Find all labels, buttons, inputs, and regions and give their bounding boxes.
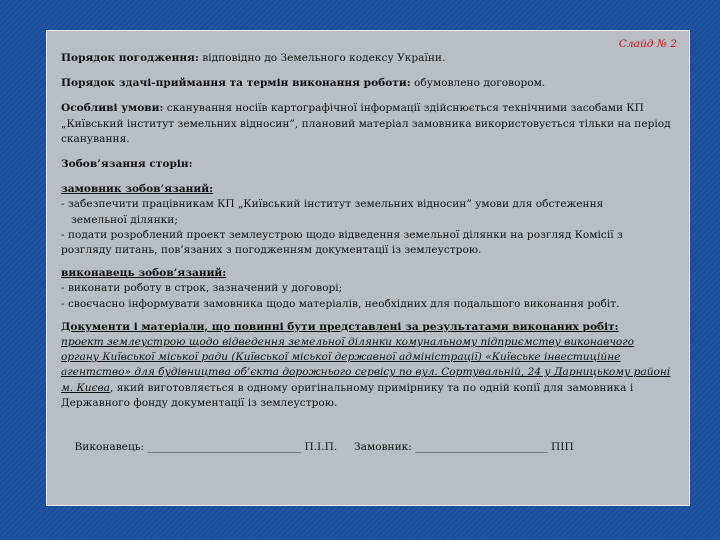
- document-panel: [46, 30, 690, 506]
- customer-signature-label: Замовник:: [337, 441, 416, 454]
- contractor-signature-line: _____________________________: [147, 441, 302, 454]
- conditions-text: сканування носіїв картографічної інформації здійснюється технічними засобами КП „Київський інститут земельних відносин”, плановий матеріал замовника використовується тільки на період сканування.: [61, 102, 671, 145]
- customer-item-2: - подати розроблений проект землеустрою щодо відведення земельної ділянки на розгляд Комісії з розгляду питань, пов’язаних з погодженням документації із землеустрою.: [61, 228, 623, 257]
- approval-text: відповідно до Земельного кодексу України.: [198, 52, 446, 64]
- approval-paragraph: [61, 51, 675, 66]
- documents-italic: проект землеустрою щодо відведення земельної ділянки комунальному підприємству виконавчого органу Київської міської ради (Київської міської державної адміністрації) «Київське інвестиційне агентство» для будівництва об’єкта дорожнього сервісу по вул. Сортувальній, 24 у Дарницькому районі м. Києва: [61, 336, 671, 394]
- contractor-item-1: - виконати роботу в строк, зазначений у договорі;: [61, 282, 343, 295]
- customer-item-1: - забезпечити працівникам КП „Київський інститут земельних відносин” умови для обстеження: [61, 198, 604, 211]
- contractor-item-2: - своєчасно інформувати замовника щодо матеріалів, необхідних для подальшого виконання робіт.: [61, 297, 620, 310]
- signature-line: [61, 425, 675, 471]
- customer-item-1-cont: земельної ділянки;: [71, 213, 178, 226]
- contractor-signature-label: Виконавець:: [74, 441, 148, 454]
- documents-heading: Документи і матеріали, що повинні бути представлені за результатами виконаних робіт:: [61, 320, 619, 333]
- obligations-title: Зобов’язання сторін:: [61, 158, 193, 171]
- conditions-label: Особливі умови:: [61, 102, 164, 115]
- acceptance-paragraph: [61, 76, 675, 91]
- documents-rest: , який виготовляється в одному оригінальному примірнику та по одній копії для замовника і Державного фонду документації із землеустрою.: [61, 381, 634, 409]
- slide-number: Слайд № 2: [618, 38, 677, 50]
- approval-label: Порядок погодження:: [61, 52, 199, 64]
- customer-signature-suffix: ПІП: [547, 441, 574, 454]
- contractor-heading: виконавець зобов’язаний:: [61, 267, 227, 280]
- acceptance-label: Порядок здачі-приймання та термін виконання роботи:: [61, 77, 411, 90]
- conditions-paragraph: [61, 101, 675, 147]
- contractor-signature-suffix: П.І.П.: [301, 441, 338, 454]
- acceptance-text: обумовлено договором.: [410, 77, 546, 90]
- documents-paragraph: [61, 335, 675, 411]
- customer-heading: замовник зобов’язаний:: [61, 183, 214, 196]
- customer-signature-line: _________________________: [415, 441, 548, 454]
